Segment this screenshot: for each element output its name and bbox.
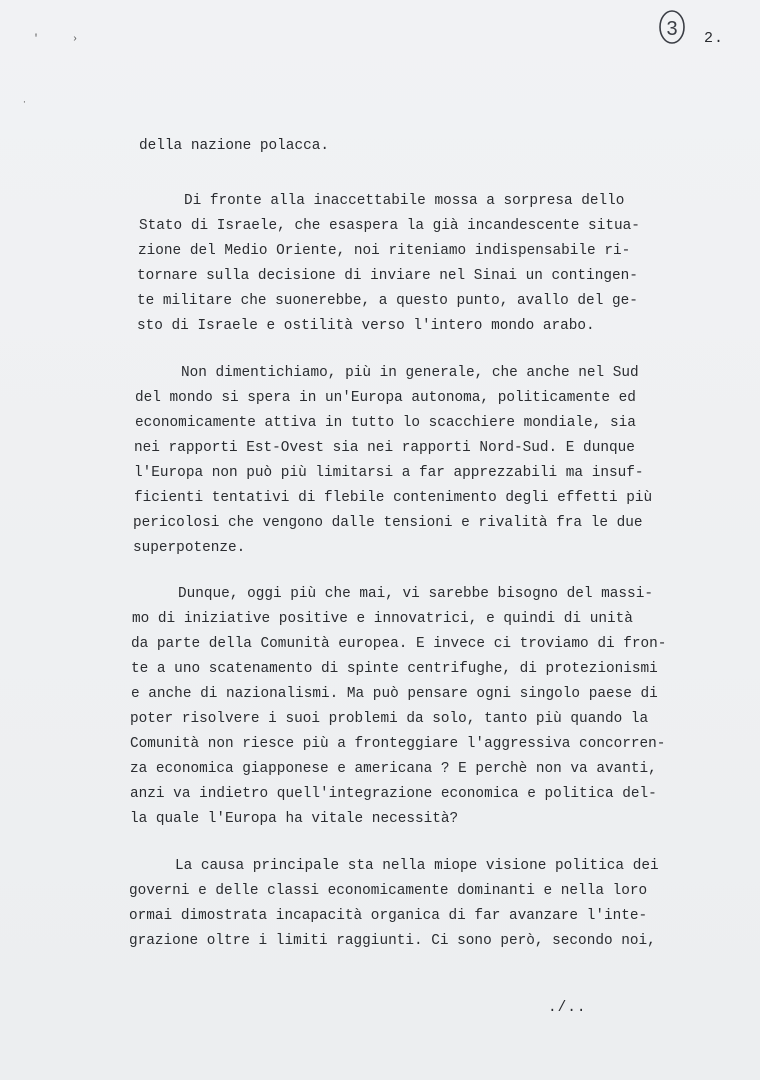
text-line: governi e delle classi economicamente dominanti e nella loro — [129, 883, 648, 899]
page-number: 2. — [704, 30, 725, 47]
text-line: l'Europa non può più limitarsi a far apprezzabili ma insuf- — [134, 465, 644, 481]
text-line: nei rapporti Est-Ovest sia nei rapporti Nord-Sud. E dunque — [134, 440, 635, 456]
text-line: Comunità non riesce più a fronteggiare l'aggressiva concorren- — [130, 736, 666, 752]
text-line: Di fronte alla inaccettabile mossa a sorpresa dello — [184, 193, 625, 209]
text-line: anzi va indietro quell'integrazione economica e politica del- — [130, 786, 657, 802]
text-line: da parte della Comunità europea. E invece ci troviamo di fron- — [131, 636, 667, 652]
scan-speck: · — [22, 98, 27, 107]
text-line: grazione oltre i limiti raggiunti. Ci sono però, secondo noi, — [129, 933, 656, 949]
text-line: Stato di Israele, che esaspera la già incandescente situa- — [139, 218, 640, 234]
text-line: zione del Medio Oriente, noi riteniamo indispensabile ri- — [138, 243, 631, 259]
continuation-mark: ./.. — [548, 1000, 587, 1016]
circled-page-number — [657, 8, 687, 48]
text-line: la quale l'Europa ha vitale necessità? — [130, 811, 459, 827]
text-line: te militare che suonerebbe, a questo punto, avallo del ge- — [137, 293, 638, 309]
text-line: sto di Israele e ostilità verso l'intero mondo arabo. — [137, 318, 595, 334]
scan-speck: ' — [33, 34, 40, 45]
text-line: del mondo si spera in un'Europa autonoma, politicamente ed — [135, 390, 636, 406]
text-line: za economica giapponese e americana ? E perchè non va avanti, — [130, 761, 657, 777]
text-line: mo di iniziative positive e innovatrici, e quindi di unità — [132, 611, 633, 627]
text-line: te a uno scatenamento di spinte centrifughe, di protezionismi — [131, 661, 658, 677]
scan-speck: › — [72, 34, 79, 45]
text-line: e anche di nazionalismi. Ma può pensare ogni singolo paese di — [131, 686, 658, 702]
text-line: tornare sulla decisione di inviare nel Sinai un contingen- — [137, 268, 638, 284]
text-line: ficienti tentativi di flebile contenimento degli effetti più — [134, 490, 653, 506]
text-line: della nazione polacca. — [139, 138, 329, 154]
text-line: Non dimentichiamo, più in generale, che anche nel Sud — [181, 365, 639, 381]
text-line: La causa principale sta nella miope visione politica dei — [175, 858, 659, 874]
text-line: ormai dimostrata incapacità organica di far avanzare l'inte- — [129, 908, 648, 924]
text-line: superpotenze. — [133, 540, 246, 556]
text-line: economicamente attiva in tutto lo scacchiere mondiale, sia — [135, 415, 636, 431]
text-line: Dunque, oggi più che mai, vi sarebbe bisogno del massi- — [178, 586, 653, 602]
text-line: poter risolvere i suoi problemi da solo, tanto più quando la — [130, 711, 649, 727]
text-line: pericolosi che vengono dalle tensioni e rivalità fra le due — [133, 515, 643, 531]
svg-text:3: 3 — [666, 18, 678, 40]
